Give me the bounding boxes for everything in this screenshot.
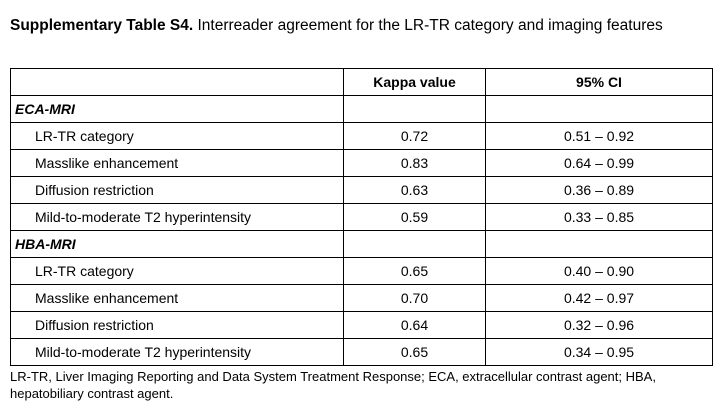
table-row [11,150,713,177]
ci-cell: 0.36 – 0.89 [486,177,713,204]
ci-cell: 0.40 – 0.90 [486,258,713,285]
empty-cell [344,96,486,123]
feature-cell: Mild-to-moderate T2 hyperintensity [11,339,344,366]
feature-cell: Diffusion restriction [11,177,344,204]
kappa-cell: 0.65 [344,339,486,366]
group-name: ECA-MRI [11,96,344,123]
table-row [11,177,713,204]
kappa-cell: 0.72 [344,123,486,150]
table-row [11,258,713,285]
table-row [11,312,713,339]
ci-cell: 0.64 – 0.99 [486,150,713,177]
kappa-cell: 0.65 [344,258,486,285]
feature-cell: LR-TR category [11,258,344,285]
kappa-cell: 0.59 [344,204,486,231]
empty-cell [344,231,486,258]
header-ci: 95% CI [486,69,713,96]
table-row [11,285,713,312]
feature-cell: Diffusion restriction [11,312,344,339]
table-title: Interreader agreement for the LR-TR category and imaging features [193,17,663,34]
header-kappa: Kappa value [344,69,486,96]
feature-cell: Masslike enhancement [11,285,344,312]
ci-cell: 0.51 – 0.92 [486,123,713,150]
kappa-cell: 0.70 [344,285,486,312]
table-row [11,204,713,231]
kappa-cell: 0.64 [344,312,486,339]
group-row-eca [11,96,713,123]
group-row-hba [11,231,713,258]
empty-cell [486,231,713,258]
table-row [11,339,713,366]
feature-cell: Mild-to-moderate T2 hyperintensity [11,204,344,231]
ci-cell: 0.42 – 0.97 [486,285,713,312]
kappa-cell: 0.83 [344,150,486,177]
table-label: Supplementary Table S4. [10,17,194,34]
kappa-cell: 0.63 [344,177,486,204]
table-row [11,123,713,150]
ci-cell: 0.34 – 0.95 [486,339,713,366]
empty-cell [486,96,713,123]
table-footnote: LR-TR, Liver Imaging Reporting and Data System Treatment Response; ECA, extracellular contrast agent; HBA, hepatobiliary contrast agent. [10,369,656,401]
group-name: HBA-MRI [11,231,344,258]
agreement-table [10,68,713,366]
feature-cell: LR-TR category [11,123,344,150]
ci-cell: 0.33 – 0.85 [486,204,713,231]
table-header-row [11,69,713,96]
feature-cell: Masslike enhancement [11,150,344,177]
table-caption [10,12,710,39]
header-feature [11,69,344,96]
ci-cell: 0.32 – 0.96 [486,312,713,339]
